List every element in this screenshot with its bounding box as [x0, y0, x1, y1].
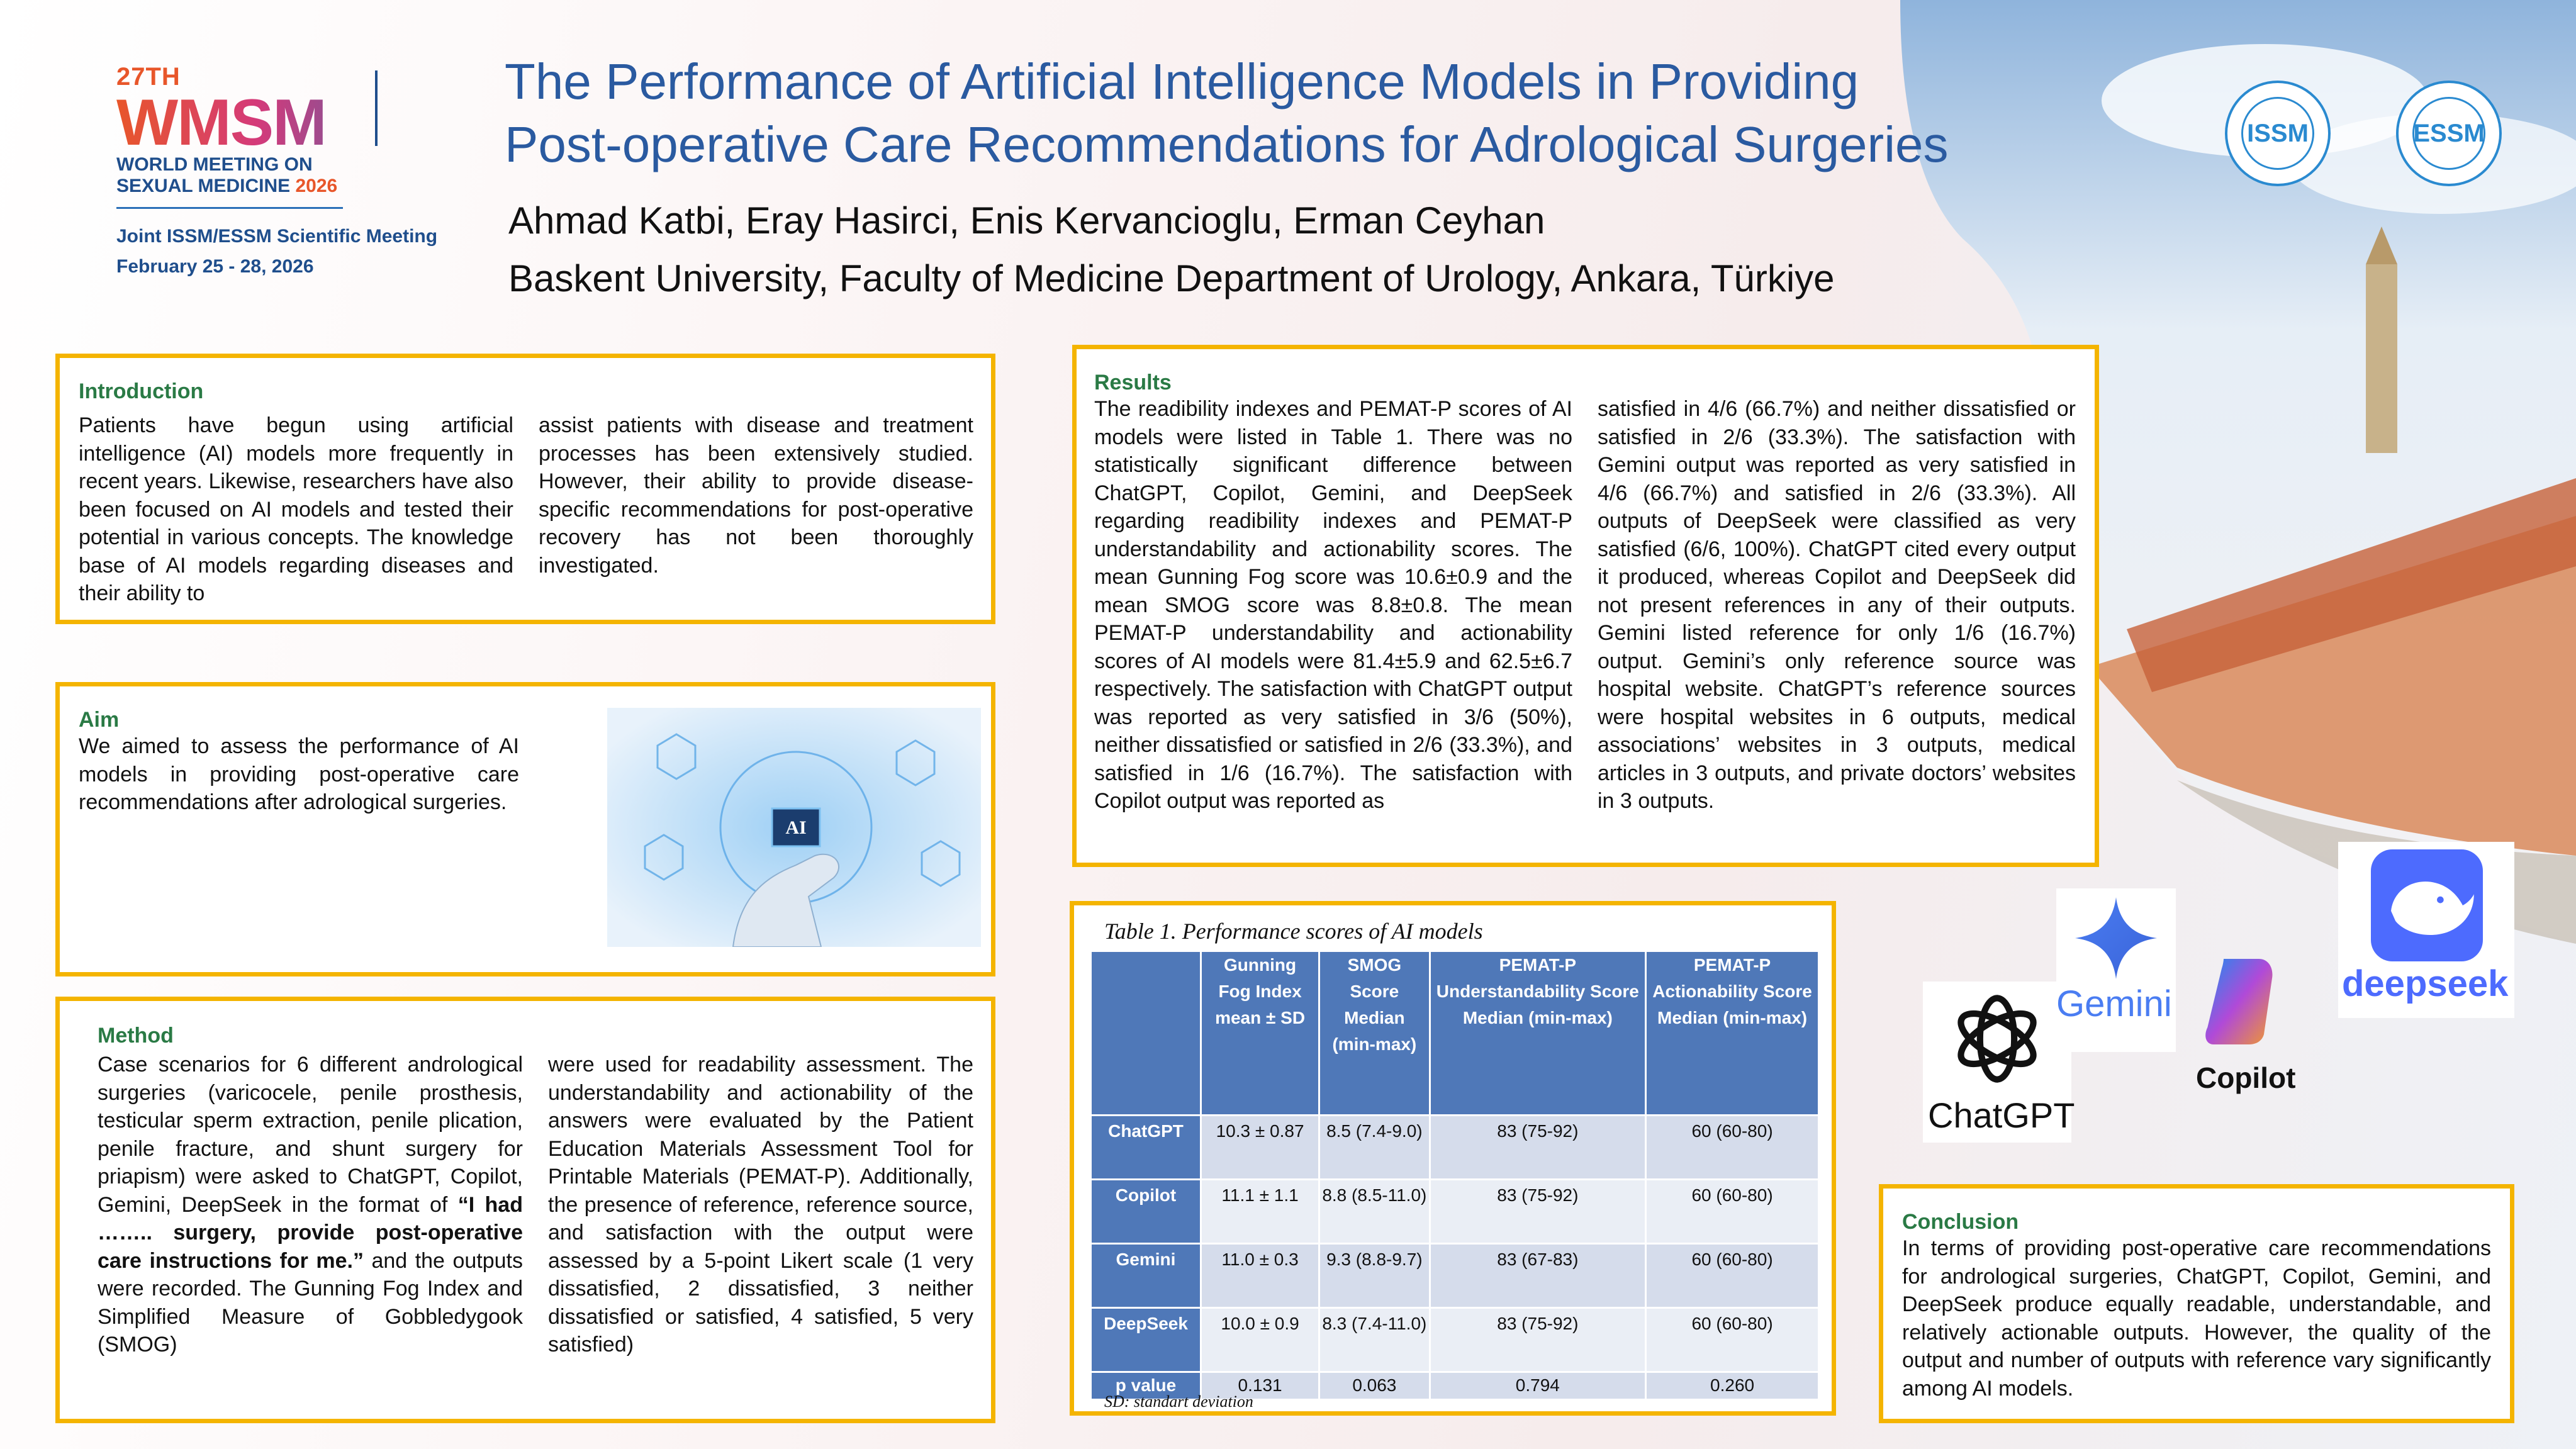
aim-heading: Aim	[79, 708, 120, 732]
title-line-1: The Performance of Artificial Intelligence Models in Providing	[505, 53, 1859, 109]
ai-hand-illustration	[607, 708, 981, 947]
table-cell: 11.0 ± 0.3	[1201, 1244, 1319, 1308]
table-cell: 8.8 (8.5-11.0)	[1319, 1180, 1430, 1244]
aim-text: We aimed to assess the performance of AI models in providing post-operative care recommendations after adrological surgeries.	[79, 734, 519, 814]
table-row	[1092, 1116, 1818, 1180]
title-line-2: Post-operative Care Recommendations for Adrological Surgeries	[505, 116, 1949, 172]
table-panel	[1070, 901, 1836, 1416]
table-cell: 10.0 ± 0.9	[1201, 1308, 1319, 1372]
table-cell: 8.3 (7.4-11.0)	[1319, 1308, 1430, 1372]
ai-chip-label: AI	[785, 817, 807, 838]
method-prompt-format: “I had …….. surgery, provide post-operative care instructions for me.”	[98, 1192, 523, 1273]
table-cell: 8.5 (7.4-9.0)	[1319, 1116, 1430, 1180]
introduction-heading: Introduction	[79, 379, 204, 403]
table-row-label: Gemini	[1092, 1244, 1201, 1308]
conclusion-heading: Conclusion	[1902, 1210, 2019, 1234]
logo-separator	[375, 70, 378, 146]
table-cell: 83 (75-92)	[1430, 1116, 1646, 1180]
table-cell: 83 (75-92)	[1430, 1180, 1646, 1244]
table-cell: 0.131	[1201, 1372, 1319, 1399]
meeting-edition: 27TH	[116, 63, 181, 91]
issm-logo-text: ISSM	[2241, 97, 2314, 170]
table-row	[1092, 1308, 1818, 1372]
introduction-text-col2: assist patients with disease and treatment processes has been extensively studied. However, their ability to provide disease-specific recommendations for post-operative recovery has not been thoroughly investigated.	[539, 413, 973, 578]
poster-title	[505, 50, 2027, 176]
table-cell: 60 (60-80)	[1646, 1308, 1818, 1372]
meeting-line2-text: SEXUAL MEDICINE	[116, 176, 296, 196]
table-row	[1092, 1180, 1818, 1244]
meeting-logo	[116, 63, 469, 282]
issm-logo	[2225, 81, 2331, 186]
authors: Ahmad Katbi, Eray Hasirci, Enis Kervancioglu, Erman Ceyhan	[508, 199, 1545, 242]
essm-logo	[2396, 81, 2502, 186]
method-text-col1	[98, 1051, 523, 1359]
results-text-col2: satisfied in 4/6 (66.7%) and neither dissatisfied or satisfied in 2/6 (33.3%). The satisfaction with Gemini output was reported as very satisfied in 4/6 (66.7%) and satisfied in 2/6 (33.3%). All outputs of DeepSeek were classified as very satisfied (6/6, 100%). ChatGPT cited every output it produced, whereas Copilot and DeepSeek did not present references in any of their outputs. Gemini listed reference for only 1/6 (16.7%) output. Gemini’s only reference source was hospital website. ChatGPT’s reference sources were hospital websites in 6 outputs, medical associations’ websites in 3 outputs, medical articles in 3 outputs, and private doctors’ websites in 3 outputs.	[1598, 397, 2076, 813]
deepseek-logo	[2338, 842, 2514, 1018]
logo-divider	[116, 207, 343, 209]
chatgpt-label: ChatGPT	[1928, 1095, 2075, 1135]
table-cell: 0.063	[1319, 1372, 1430, 1399]
method-heading: Method	[98, 1024, 174, 1048]
table-caption: Table 1. Performance scores of AI models	[1104, 919, 1483, 944]
method-text-col2: were used for readability assessment. The understandability and actionability of the answers were evaluated by the Patient Education Materials Assessment Tool for Printable Materials (PEMAT-P). Additionally, the presence of reference, reference source, and satisfaction with the output were assessed by a 5-point Likert scale (1 very dissatisfied, 2 dissatisfied, 3 neither dissatisfied or satisfied, 4 satisfied, 5 very satisfied)	[548, 1053, 973, 1357]
table-row-label: p value	[1092, 1372, 1201, 1399]
meeting-acronym: WMSM	[116, 91, 469, 154]
chatgpt-icon	[1944, 985, 2051, 1092]
table-row-label: Copilot	[1092, 1180, 1201, 1244]
table-cell: 0.260	[1646, 1372, 1818, 1399]
conclusion-panel	[1879, 1184, 2514, 1423]
performance-table	[1092, 952, 1818, 1399]
copilot-icon	[2187, 949, 2300, 1049]
table-cell: 10.3 ± 0.87	[1201, 1116, 1319, 1180]
copilot-logo	[2177, 949, 2309, 1100]
table-row-label: DeepSeek	[1092, 1308, 1201, 1372]
table-header-corner	[1092, 952, 1201, 1116]
method-text-col1-b: and the outputs were recorded. The Gunning Fog Index and Simplified Measure of Gobbledygook (SMOG)	[98, 1248, 523, 1357]
deepseek-label: deepseek	[2342, 963, 2509, 1004]
aim-panel	[55, 682, 995, 976]
table-header-smog: SMOG Score Median (min-max)	[1319, 952, 1430, 1116]
meeting-line2	[116, 176, 469, 197]
table-cell: 0.794	[1430, 1372, 1646, 1399]
meeting-line1: WORLD MEETING ON	[116, 154, 313, 175]
gemini-logo	[2056, 888, 2176, 1052]
table-cell: 83 (75-92)	[1430, 1308, 1646, 1372]
table-header-gunning-fog: Gunning Fog Index mean ± SD	[1201, 952, 1319, 1116]
table-row	[1092, 1244, 1818, 1308]
table-header-understandability: PEMAT-P Understandability Score Median (min-max)	[1430, 952, 1646, 1116]
conclusion-text: In terms of providing post-operative care recommendations for andrological surgeries, ChatGPT, Copilot, Gemini, and DeepSeek produce equally readable, understandable, and relatively actionable outputs. However, the quality of the output and number of outputs with reference vary significantly among AI models.	[1902, 1236, 2491, 1401]
meeting-joint: Joint ISSM/ESSM Scientific Meeting	[116, 226, 438, 247]
gemini-star-icon	[2075, 897, 2157, 979]
method-panel	[55, 997, 995, 1423]
results-text-col1: The readibility indexes and PEMAT-P scores of AI models were listed in Table 1. There was no statistically significant difference between ChatGPT, Copilot, Gemini, and DeepSeek regarding readibility indexes and PEMAT-P understandability and actionability scores. The mean Gunning Fog score was 10.6±0.9 and the mean SMOG score was 8.8±0.8. The mean PEMAT-P understandability and actionability scores of AI models were 81.4±5.9 and 62.5±6.7 respectively. The satisfaction with ChatGPT output was reported as very satisfied in 3/6 (50%), neither dissatisfied or satisfied in 2/6 (33.3%), and satisfied in 1/6 (16.7%). The satisfaction with Copilot output was reported as	[1094, 397, 1572, 813]
gemini-label: Gemini	[2056, 983, 2172, 1024]
results-panel	[1072, 345, 2099, 867]
essm-logo-text: ESSM	[2412, 97, 2485, 170]
meeting-dates: February 25 - 28, 2026	[116, 256, 314, 277]
method-text-col1-a: Case scenarios for 6 different andrological surgeries (varicocele, penile prosthesis, testicular sperm extraction, penile plication, penile fracture, and shunt surgery for priapism) were asked to ChatGPT, Copilot, Gemini, DeepSeek in the format of	[98, 1053, 523, 1217]
affiliation: Baskent University, Faculty of Medicine Department of Urology, Ankara, Türkiye	[508, 257, 1835, 299]
chatgpt-logo	[1923, 982, 2075, 1143]
meeting-year: 2026	[295, 176, 338, 196]
deepseek-whale-icon	[2371, 849, 2483, 961]
table-cell: 60 (60-80)	[1646, 1180, 1818, 1244]
copilot-label: Copilot	[2196, 1061, 2296, 1094]
table-cell: 9.3 (8.8-9.7)	[1319, 1244, 1430, 1308]
table-cell: 11.1 ± 1.1	[1201, 1180, 1319, 1244]
table-cell: 60 (60-80)	[1646, 1116, 1818, 1180]
results-heading: Results	[1094, 371, 1172, 394]
introduction-panel	[55, 354, 995, 624]
table-header-actionability: PEMAT-P Actionability Score Median (min-max)	[1646, 952, 1818, 1116]
introduction-text-col1: Patients have begun using artificial intelligence (AI) models more frequently in recent years. Likewise, researchers have also been focused on AI models and tested their potential in various concepts. The knowledge base of AI models regarding diseases and their ability to	[79, 413, 513, 605]
table-footnote: SD: standart deviation	[1104, 1392, 1253, 1411]
table-row-label: ChatGPT	[1092, 1116, 1201, 1180]
table-cell: 60 (60-80)	[1646, 1244, 1818, 1308]
table-header-row	[1092, 952, 1818, 1116]
table-cell: 83 (67-83)	[1430, 1244, 1646, 1308]
